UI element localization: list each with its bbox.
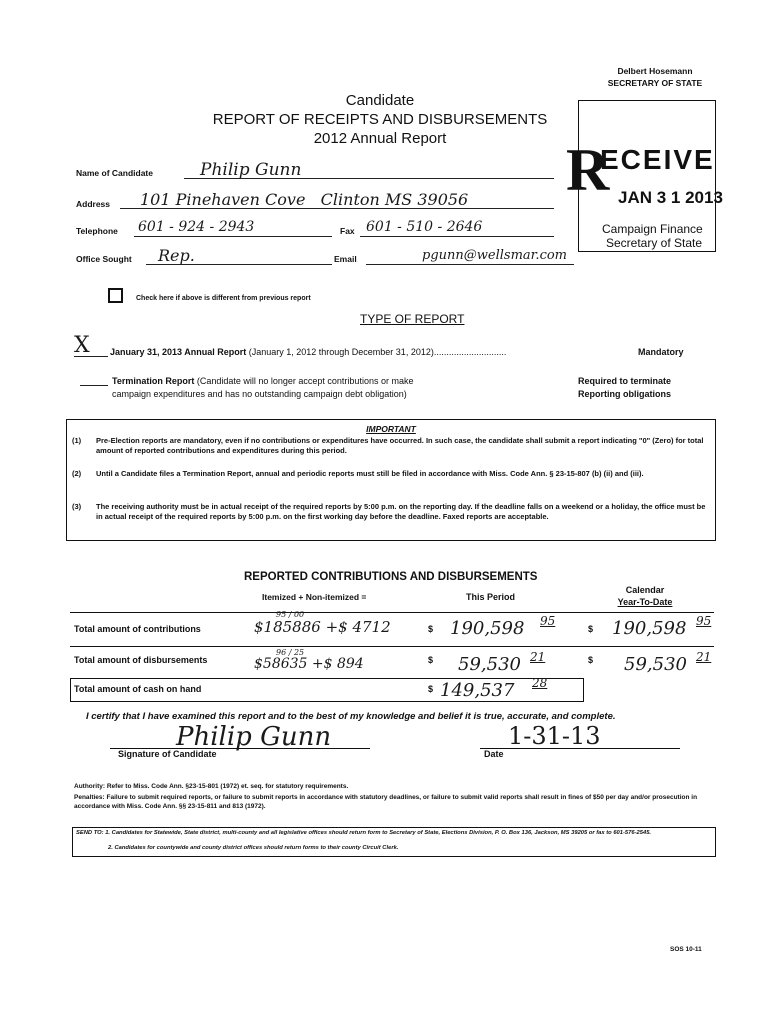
row-divider-1 — [70, 646, 714, 647]
address-value: 101 Pinehaven Cove Clinton MS 39056 — [140, 190, 469, 209]
important-num-2: (2) — [72, 469, 82, 478]
disbursements-itemized-cents: 96 / 25 — [276, 648, 305, 657]
col-calendar-header1: Calendar — [625, 585, 665, 595]
office-field — [146, 246, 332, 265]
form-title-candidate: Candidate — [345, 92, 415, 109]
contributions-ytd-dollar: $ — [588, 624, 594, 634]
contributions-period-dollar: $ — [428, 624, 434, 634]
important-text-1: Pre-Election reports are mandatory, even if no contributions or expenditures have occurred. In such case, the candidate shall submit a report indicating "0" (Zero) for total amount of reported contributions and expenditures during this period. — [96, 436, 704, 455]
telephone-label: Telephone — [76, 226, 118, 236]
annual-report-title: January 31, 2013 Annual Report — [110, 347, 247, 357]
email-value: pgunn@wellsmar.com — [422, 248, 567, 263]
termination-report-title: Termination Report — [112, 376, 195, 386]
important-heading: IMPORTANT — [366, 424, 416, 434]
address-field — [120, 190, 554, 209]
stamp-received: ECEIVE — [600, 144, 715, 175]
type-of-report-heading: TYPE OF REPORT — [360, 312, 465, 326]
termination-status2: Reporting obligations — [578, 389, 671, 399]
col-itemized-header: Itemized + Non-itemized = — [262, 592, 367, 602]
stamp-line2: Secretary of State — [606, 236, 703, 250]
send-to-line1: SEND TO: 1. Candidates for Statewide, State district, multi-county and all legislative offices should return form to Secretary of State, Elections Division, P. O. Box 136, Jackson, MS 39205 or fax to 601-576-2545. — [76, 830, 652, 836]
contributions-label: Total amount of contributions — [74, 624, 201, 634]
contributions-period: 190,598 — [450, 618, 525, 639]
annual-report-period: (January 1, 2012 through December 31, 2012)............................. — [246, 347, 507, 357]
annual-mark: X — [74, 333, 90, 358]
send-to-line2: 2. Candidates for countywide and county district offices should return forms to their county Circuit Clerk. — [108, 845, 399, 851]
cash-on-hand-dollar: $ — [428, 684, 434, 694]
telephone-value: 601 - 924 - 2943 — [138, 219, 255, 235]
contributions-itemized: $185886 +$ 4712 — [254, 618, 391, 636]
form-code: SOS 10-11 — [670, 946, 702, 953]
disbursements-period-cents: 21 — [530, 650, 546, 664]
form-title-year: 2012 Annual Report — [313, 130, 447, 147]
termination-line — [80, 385, 108, 386]
email-label: Email — [334, 254, 357, 264]
fax-value: 601 - 510 - 2646 — [366, 219, 483, 235]
disbursements-ytd-cents: 21 — [696, 650, 712, 664]
penalties-text: Penalties: Failure to submit required reports, or failure to submit reports in accordance with statutory deadlines, or failure to submit valid reports shall result in fines of $50 per day and/or prosecution in accordance with Miss. Code Ann. §§ 23-15-811 and 813 (1972). — [74, 794, 698, 810]
telephone-field — [134, 218, 332, 237]
name-value: Philip Gunn — [200, 160, 302, 180]
stamp-r-letter: R — [566, 137, 610, 203]
signature-label: Signature of Candidate — [118, 749, 217, 759]
official-title: SECRETARY OF STATE — [607, 78, 703, 88]
totals-heading: REPORTED CONTRIBUTIONS AND DISBURSEMENTS — [244, 571, 538, 583]
termination-status1: Required to terminate — [578, 376, 672, 386]
disbursements-period-dollar: $ — [428, 655, 434, 665]
totals-top-line — [70, 612, 714, 613]
cash-on-hand-label: Total amount of cash on hand — [74, 684, 202, 694]
different-checkbox[interactable] — [108, 288, 123, 303]
official-name: Delbert Hosemann — [617, 66, 693, 76]
col-period-header: This Period — [466, 592, 516, 602]
contributions-itemized-cents: 95 / 00 — [276, 610, 305, 619]
disbursements-ytd-dollar: $ — [588, 655, 594, 665]
office-label: Office Sought — [76, 254, 132, 264]
disbursements-itemized: $58635 +$ 894 — [254, 656, 364, 672]
email-field — [366, 246, 574, 265]
annual-line — [74, 356, 108, 357]
stamp-date: JAN 3 1 2013 — [618, 188, 723, 207]
important-num-3: (3) — [72, 502, 82, 511]
date-line — [480, 748, 680, 749]
date-value: 1-31-13 — [508, 722, 601, 750]
col-calendar-header2: Year-To-Date — [617, 597, 673, 607]
contributions-period-cents: 95 — [540, 614, 556, 628]
name-field — [184, 160, 554, 179]
annual-report-line — [110, 347, 506, 357]
cash-on-hand-cents: 28 — [532, 676, 548, 690]
termination-report-desc2: campaign expenditures and has no outstanding campaign debt obligation) — [112, 389, 407, 399]
contributions-ytd-cents: 95 — [696, 614, 712, 628]
cash-on-hand-value: 149,537 — [440, 680, 515, 701]
office-value: Rep. — [158, 246, 195, 265]
disbursements-period: 59,530 — [458, 654, 521, 675]
stamp-line1: Campaign Finance — [602, 222, 703, 236]
form-title-main: REPORT OF RECEIPTS AND DISBURSEMENTS — [212, 111, 548, 128]
termination-report-desc1: (Candidate will no longer accept contributions or make — [194, 376, 414, 386]
fax-field — [360, 218, 554, 237]
disbursements-ytd: 59,530 — [624, 654, 687, 675]
authority-text: Authority: Refer to Miss. Code Ann. §23-15-801 (1972) et. seq. for statutory requirements. — [74, 783, 349, 790]
candidate-signature: Philip Gunn — [176, 722, 332, 752]
different-label: Check here if above is different from previous report — [136, 295, 311, 302]
name-label: Name of Candidate — [76, 168, 153, 178]
important-text-3: The receiving authority must be in actual receipt of the required reports by 5:00 p.m. on the reporting day. If the deadline falls on a weekend or a holiday, the office must be in actual receipt of the required reports by 5:00 p.m. on the first working day before the deadline. Faxed reports are acceptable. — [96, 502, 706, 521]
date-label: Date — [484, 749, 504, 759]
certify-text: I certify that I have examined this report and to the best of my knowledge and belief it is true, accurate, and complete. — [86, 711, 616, 722]
disbursements-label: Total amount of disbursements — [74, 655, 208, 665]
address-label: Address — [76, 199, 111, 209]
important-num-1: (1) — [72, 436, 82, 445]
important-text-2: Until a Candidate files a Termination Report, annual and periodic reports must still be filed in accordance with Miss. Code Ann. § 23-15-807 (b) (ii) and (iii). — [96, 469, 644, 478]
contributions-ytd: 190,598 — [612, 618, 687, 639]
termination-report-line1 — [112, 376, 413, 386]
fax-label: Fax — [340, 226, 355, 236]
received-stamp — [566, 100, 734, 260]
annual-status: Mandatory — [638, 347, 684, 357]
